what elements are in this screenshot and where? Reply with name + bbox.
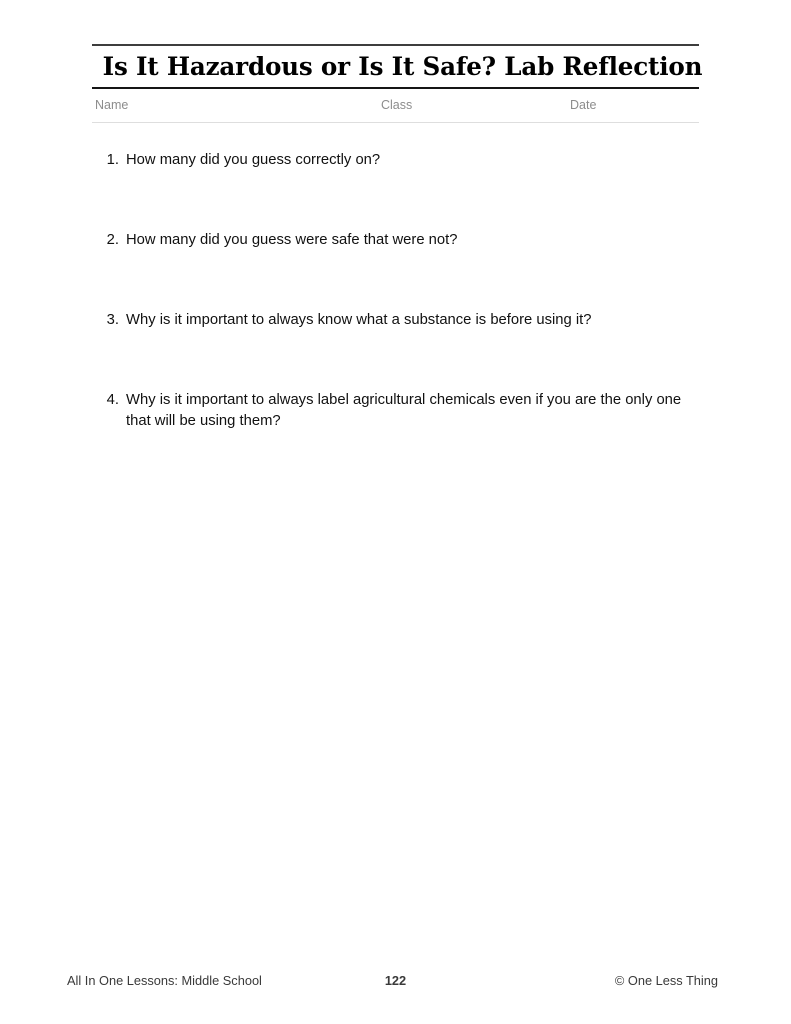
question-item <box>99 150 699 230</box>
student-info-row <box>92 97 699 125</box>
question-item <box>99 310 699 390</box>
class-field-label[interactable]: Class <box>381 98 413 112</box>
question-number: 1. <box>106 152 119 168</box>
footer-copyright: © One Less Thing <box>614 973 718 988</box>
page-header <box>92 44 703 125</box>
name-field-label[interactable]: Name <box>95 98 129 112</box>
date-field-label[interactable]: Date <box>570 98 597 112</box>
question-item <box>99 390 699 470</box>
header-bottom-rule <box>92 87 699 89</box>
question-text: Why is it important to always label agricultural chemicals even if you are the only one that will be using them? <box>126 392 682 429</box>
question-text: How many did you guess were safe that were not? <box>126 232 458 248</box>
student-info-rule <box>92 122 699 123</box>
page-title: Is It Hazardous or Is It Safe? Lab Reflection <box>102 52 703 82</box>
page-footer <box>0 972 791 994</box>
footer-page-number: 122 <box>384 973 407 988</box>
question-number: 2. <box>106 232 119 248</box>
question-number: 4. <box>106 392 119 408</box>
question-list <box>99 150 699 470</box>
question-item <box>99 230 699 310</box>
footer-left-text: All In One Lessons: Middle School <box>67 973 262 988</box>
question-number: 3. <box>106 312 119 328</box>
question-text: How many did you guess correctly on? <box>126 152 381 168</box>
question-text: Why is it important to always know what a substance is before using it? <box>126 312 592 328</box>
